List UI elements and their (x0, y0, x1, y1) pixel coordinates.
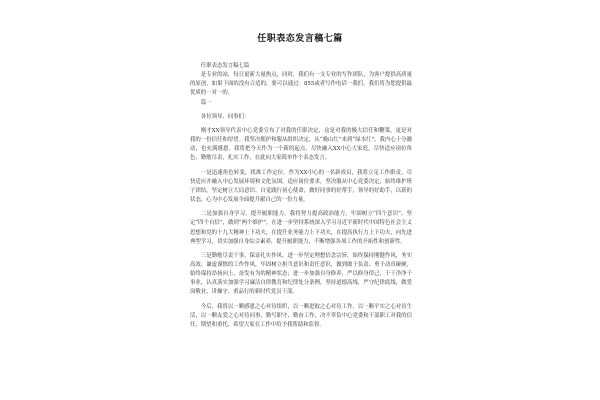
document-title: 任职表态发言稿七篇 (257, 34, 343, 44)
section-heading: 篇一 (200, 99, 212, 106)
closing-paragraph: 今后，我将以一颗感恩之心对待组织，以一颗进取之心对待工作，以一颗平实之心对待生活，以一颗友爱之心对待同事，勤写职守、勤奋工作，决不辜负中心党委和干部职工对我的信任、期望和重托，希望大家在工作中给予我帮助和监督。 (190, 303, 412, 328)
subtitle-paragraph: 任职表态发言稿七篇 (200, 63, 250, 69)
body-paragraph: 刚才XX领导代表中心党委宣布了对我的任职决定，这是对我的极大信任和鞭策，更是对我的一份信任和厚望。我坚决拥护和服从组织决定，从“晚山红”来到“绿水红”，我内心十分激动，也充满感恩。我将把今天作为一个新的起点，尽快融入XX中心大家庭，尽快适应岗位角色，勤勉尽责，扎实工作，在此向大家简单作个表态发言。 (190, 127, 412, 162)
body-paragraph: 二是加强自身学习，提升履职能力。我将努力提高政治能力，牢固树立“四个意识”，坚定“四个自信”，做到“两个维护”，在进一步坚持系统深入学习习近平新时代中国特色社会主义思想和党的十九大精神上下功夫，在提升业务能力上下功夫，在提高执行力上下功夫，向先进典型学习，切实加强自身综合素养，提升履职能力，不断增强各项工作的开拓性和创新性。 (190, 211, 412, 245)
body-paragraph: 三是勤勉尽责干事，保证扎实作风。进一步坚定理想信念宗旨，始终保持刚健作风，务实高效、谦虚谨慎的工作作风，牢固树立担当意识和责任意识，做到敢于负责、勇于动真碰硬，始终保持昂扬向上、奋发有为的精神状态；进一步加强自身修养，严以修身律己，干干净净干事业，认真落实加强学习廉洁自律教育和纪律处分条例，坚持道德高线，严守纪律底线，做爱岗敬业、讲操守、重品行的新时代党员干部。 (190, 252, 412, 296)
intro-paragraph: 是专业的站，每日更新大量热点，同时，我们有一支专业的写作团队，为客户提供高质量的原创，如果下面的没有合适的，要可以通过：855或者写作电话一我们，我们将为您提供最优质的一对一的。 (190, 72, 412, 97)
body-paragraph: 一是迅速角色转变，找准工作定位。作为XX中心的一名新成员，我将立足工作职责，尽快适应并融入中心发展环境和文化氛围，适应岗位要求，坚决服从中心党委决定，始终维护班子团结，坚定树立大局意识、自觉践行初心使命，做好同事的好帮手，领导的好助手，以新的状态，心为中心发展全面提升献自己的一份力量。 (190, 169, 412, 204)
salutation-paragraph: 各位领导、同事们： (200, 113, 250, 120)
document-body (190, 62, 412, 330)
